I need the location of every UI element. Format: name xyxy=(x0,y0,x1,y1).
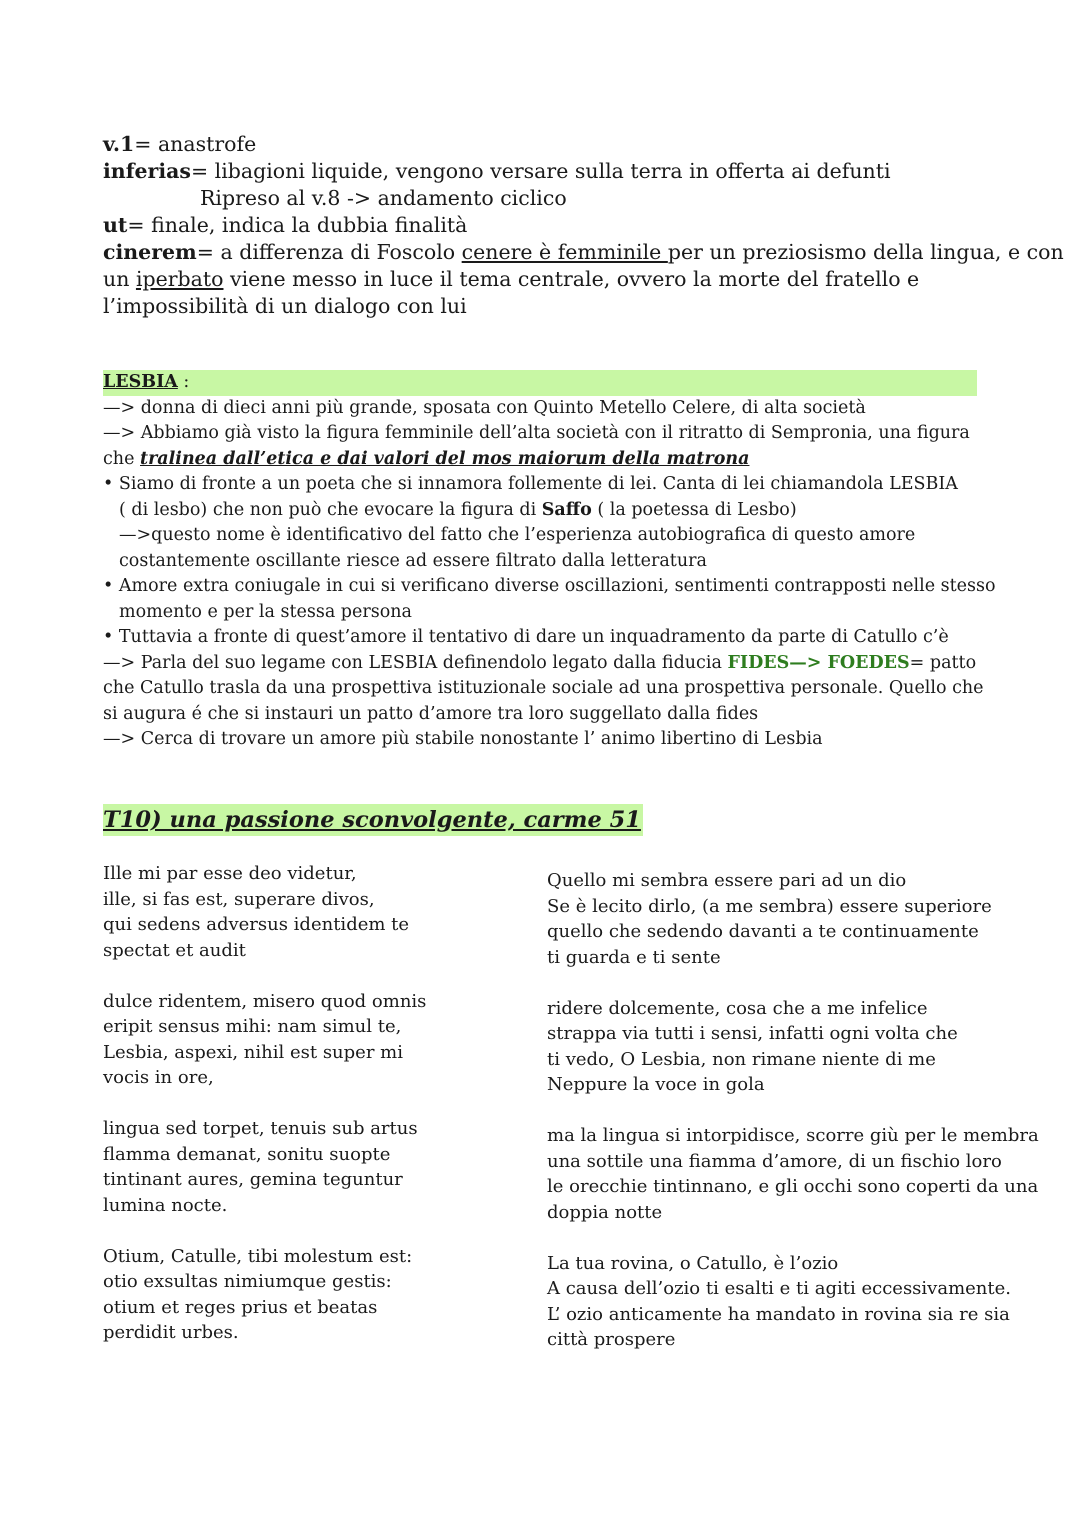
note-cinerem: cinerem= a differenza di Foscolo cenere è femminile per un preziosismo della lingua, e con xyxy=(103,240,1064,264)
translation-stanza xyxy=(547,1251,1039,1353)
translation-line: L’ ozio anticamente ha mandato in rovina sia re sia xyxy=(547,1303,1010,1325)
translation-line: ma la lingua si intorpidisce, scorre giù per le membra xyxy=(547,1125,1039,1146)
latin-stanza xyxy=(103,1244,426,1346)
translation-line: strappa via tutti i sensi, infatti ogni volta che xyxy=(547,1023,958,1044)
verse-line: flamma demanat, sonitu suopte xyxy=(103,1143,391,1165)
lesbia-line: —> Parla del suo legame con LESBIA definendolo legato dalla fiducia FIDES—> FOEDES= patto xyxy=(103,652,977,673)
lesbia-line: —> Cerca di trovare un amore più stabile nonostante l’ animo libertino di Lesbia xyxy=(103,729,823,749)
lesbia-section xyxy=(103,370,996,753)
glossary-notes xyxy=(103,131,1064,320)
translation-line: doppia notte xyxy=(547,1201,663,1223)
latin-stanza xyxy=(103,989,426,1091)
translation-line: ti vedo, O Lesbia, non rimane niente di me xyxy=(547,1048,936,1070)
translation-line: ti guarda e ti sente xyxy=(547,946,721,968)
lesbia-line: che tralinea dall’etica e dai valori del mos maiorum della matrona xyxy=(103,448,750,469)
verse-line: Ille mi par esse deo videtur, xyxy=(103,863,357,884)
lesbia-bullet-cont: ( di lesbo) che non può che evocare la figura di Saffo ( la poetessa di Lesbo) xyxy=(119,499,797,520)
verse-line: perdidit urbes. xyxy=(103,1322,239,1343)
lesbia-bullet: • Amore extra coniugale in cui si verificano diverse oscillazioni, sentimenti contrapposti nelle stesso xyxy=(103,576,996,596)
translation-line: Quello mi sembra essere pari ad un dio xyxy=(547,870,907,891)
note-inferias: inferias= libagioni liquide, vengono versare sulla terra in offerta ai defunti xyxy=(103,159,891,183)
verse-line: otio exsultas nimiumque gestis: xyxy=(103,1271,392,1292)
lesbia-line: si augura é che si instauri un patto d’amore tra loro suggellato dalla fides xyxy=(103,703,759,724)
latin-stanza xyxy=(103,1116,426,1218)
latin-text-column xyxy=(103,861,426,1371)
lesbia-line: che Catullo trasla da una prospettiva istituzionale sociale ad una prospettiva personale. Quello che xyxy=(103,678,984,698)
translation-line: quello che sedendo davanti a te continuamente xyxy=(547,921,979,942)
lesbia-heading: LESBIA : xyxy=(103,370,977,396)
lesbia-bullet-cont: costantemente oscillante riesce ad essere filtrato dalla letteratura xyxy=(119,550,707,571)
translation-line: ridere dolcemente, cosa che a me infelice xyxy=(547,997,928,1019)
translation-line: A causa dell’ozio ti esalti e ti agiti eccessivamente. xyxy=(547,1278,1011,1299)
translation-stanza xyxy=(547,1123,1039,1225)
note-inferias-sub: Ripreso al v.8 -> andamento ciclico xyxy=(200,186,567,210)
verse-line: ille, si fas est, superare divos, xyxy=(103,888,375,910)
verse-line: vocis in ore, xyxy=(103,1067,214,1088)
verse-line: lingua sed torpet, tenuis sub artus xyxy=(103,1118,418,1139)
translation-line: La tua rovina, o Catullo, è l’ozio xyxy=(547,1252,839,1274)
verse-line: qui sedens adversus identidem te xyxy=(103,914,410,935)
verse-line: tintinant aures, gemina teguntur xyxy=(103,1169,403,1190)
verse-line: dulce ridentem, misero quod omnis xyxy=(103,990,427,1012)
verse-line: Otium, Catulle, tibi molestum est: xyxy=(103,1245,413,1267)
translation-line: città prospere xyxy=(547,1329,676,1350)
latin-stanza xyxy=(103,861,426,963)
lesbia-bullet-cont: —>questo nome è identificativo del fatto che l’esperienza autobiografica di questo amore xyxy=(119,525,916,545)
lesbia-line: —> donna di dieci anni più grande, sposata con Quinto Metello Celere, di alta società xyxy=(103,397,866,418)
translation-line: le orecchie tintinnano, e gli occhi sono coperti da una xyxy=(547,1176,1039,1197)
lesbia-line: —> Abbiamo già visto la figura femminile dell’alta società con il ritratto di Sempronia, una figura xyxy=(103,423,970,443)
note-cinerem-3: l’impossibilità di un dialogo con lui xyxy=(103,294,467,318)
section-title: T10) una passione sconvolgente, carme 51 xyxy=(103,804,643,836)
note-cinerem-2: un iperbato viene messo in luce il tema centrale, ovvero la morte del fratello e xyxy=(103,267,920,291)
translation-stanza xyxy=(547,996,1039,1098)
verse-line: otium et reges prius et beatas xyxy=(103,1296,378,1318)
translation-line: Neppure la voce in gola xyxy=(547,1074,765,1095)
translation-stanza xyxy=(547,868,1039,970)
verse-line: spectat et audit xyxy=(103,939,246,961)
translation-line: Se è lecito dirlo, (a me sembra) essere superiore xyxy=(547,895,992,917)
translation-line: una sottile una fiamma d’amore, di un fischio loro xyxy=(547,1150,1002,1172)
note-ut: ut= finale, indica la dubbia finalità xyxy=(103,213,468,237)
verse-line: lumina nocte. xyxy=(103,1194,228,1216)
verse-line: eripit sensus mihi: nam simul te, xyxy=(103,1016,402,1037)
lesbia-bullet-cont: momento e per la stessa persona xyxy=(119,601,412,622)
italian-translation-column xyxy=(547,868,1039,1378)
lesbia-bullet: • Siamo di fronte a un poeta che si innamora follemente di lei. Canta di lei chiamandola LESBIA xyxy=(103,474,958,494)
note-v1: v.1= anastrofe xyxy=(103,132,257,156)
verse-line: Lesbia, aspexi, nihil est super mi xyxy=(103,1041,403,1063)
lesbia-bullet: • Tuttavia a fronte di quest’amore il tentativo di dare un inquadramento da parte di Catullo c’è xyxy=(103,627,949,647)
